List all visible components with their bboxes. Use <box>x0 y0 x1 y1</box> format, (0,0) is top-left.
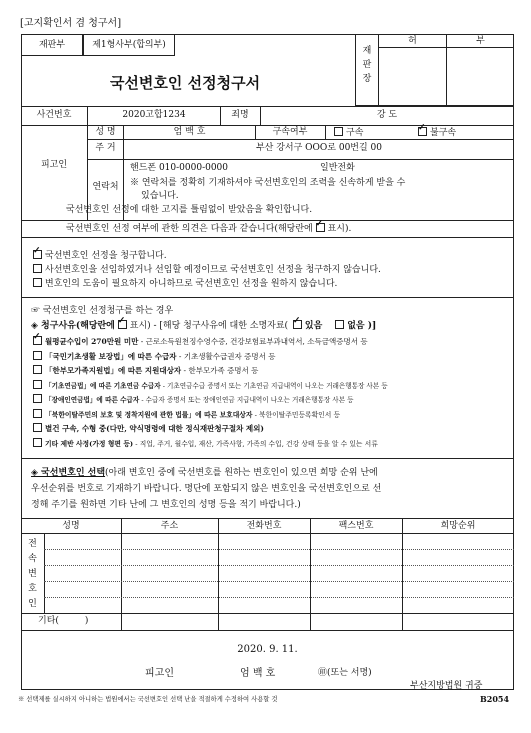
address-value: 부산 강서구 OOO로 00번길 00 <box>255 143 383 153</box>
reason-item[interactable] <box>33 351 513 366</box>
charge-value: 강 도 <box>376 110 398 120</box>
reasons-heading-check-sample <box>118 320 127 329</box>
reason-evidence: - 기초생활수급권자 증명서 등 <box>176 351 276 361</box>
evidence-has-label: 있음 <box>304 321 323 331</box>
reason-evidence: - 북한이탈주민등록확인서 등 <box>252 410 341 419</box>
evidence-none-checkbox[interactable] <box>335 320 344 329</box>
sign-date: 2020. 9. 11. <box>237 644 298 655</box>
confirm-line-2-text: 국선변호인 선정 여부에 관한 의견은 다음과 같습니다(해당란에 <box>66 224 313 234</box>
side-char: 변 <box>28 569 37 579</box>
reason-item[interactable] <box>33 438 513 453</box>
reason-checkbox[interactable] <box>33 394 42 403</box>
reason-checkbox[interactable] <box>33 409 42 418</box>
contact-label: 연락처 <box>92 182 119 192</box>
option-private-lawyer[interactable] <box>33 264 381 276</box>
reason-title: 「한부모가족지원법」에 따른 지원대상자 <box>45 366 182 375</box>
signer-label: 피고인 <box>145 668 174 679</box>
selection-heading <box>31 468 378 479</box>
reason-item[interactable] <box>33 336 513 351</box>
reason-title: 「북한이탈주민의 보호 및 정착지원에 관한 법률」에 따른 보호대상자 <box>45 410 253 419</box>
selection-heading-rest: (아래 변호인 중에 국선변호를 원하는 변호인이 있으면 희망 순위 난에 <box>105 468 378 478</box>
other-lawyer-label[interactable] <box>38 616 88 627</box>
confirm-check-sample <box>316 223 325 232</box>
form-caption: [고지확인서 겸 청구서] <box>20 18 122 29</box>
col-name: 성명 <box>62 521 80 531</box>
name-label: 성 명 <box>95 127 116 137</box>
form-code: B2054 <box>480 694 510 704</box>
reasons-heading <box>31 320 376 332</box>
court-dept-value-cell <box>83 34 175 56</box>
stamp-col-1: 허 <box>408 36 417 46</box>
confirm-line-2-tail: 표시). <box>327 224 352 234</box>
reason-item[interactable] <box>33 423 513 438</box>
evidence-has-checkbox[interactable] <box>293 320 302 329</box>
other-label-close: ) <box>84 616 89 626</box>
not-detained-option[interactable] <box>418 127 456 139</box>
selection-heading-bold: ◈ 국선변호인 선택 <box>31 468 106 478</box>
reasons-heading-bold: ◈ 청구사유(해당란에 <box>31 321 115 331</box>
address-label: 주 거 <box>95 143 116 153</box>
reason-item[interactable] <box>33 394 513 409</box>
detained-option[interactable] <box>334 127 363 139</box>
option-private-lawyer-label: 사선변호인을 선임하였거나 선임할 예정이므로 국선변호인 선정을 청구하지 않습니다. <box>45 265 381 275</box>
col-fax: 팩스번호 <box>338 521 374 531</box>
not-detained-checkbox[interactable] <box>418 127 427 136</box>
reason-title: 「장애인연금법」에 따른 수급자 <box>45 396 140 404</box>
reason-item[interactable] <box>33 409 513 424</box>
court-dept-label: 재판부 <box>38 40 66 50</box>
reason-checkbox[interactable] <box>33 438 42 447</box>
name-value: 엄 백 호 <box>173 127 206 137</box>
form-title: 국선변호인 선정청구서 <box>109 74 261 92</box>
reasons-intro: ☞ 국선변호인 선정청구를 하는 경우 <box>31 306 174 316</box>
reason-checkbox[interactable] <box>33 380 42 389</box>
detained-label: 구속 <box>346 128 364 138</box>
footer-note: ※ 선택제를 실시하지 아니하는 법원에서는 국선변호인 선택 난을 적절하게 수정하여 사용할 것 <box>18 696 278 703</box>
lawyer-side-label <box>21 537 44 612</box>
court-name: 부산지방법원 귀중 <box>410 681 483 691</box>
reason-title: 별건 구속, 수형 중(다만, 약식명령에 대한 정식재판청구절차 제외) <box>45 424 264 433</box>
reasons-list <box>33 336 513 452</box>
side-char: 인 <box>28 599 37 609</box>
col-address: 주소 <box>160 521 179 531</box>
option-no-lawyer-checkbox[interactable] <box>33 278 42 287</box>
col-phone: 전화번호 <box>246 521 282 531</box>
court-dept-label-cell <box>21 34 83 56</box>
charge-label: 죄명 <box>231 110 249 120</box>
reason-title: 「국민기초생활 보장법」에 따른 수급자 <box>45 351 177 361</box>
not-detained-label: 불구속 <box>430 128 457 138</box>
defendant-section-label: 피고인 <box>40 160 68 170</box>
reason-item[interactable] <box>33 380 513 395</box>
stamp-label <box>360 44 374 86</box>
contact-note-2: 있습니다. <box>141 191 179 201</box>
option-no-lawyer-label: 변호인의 도움이 필요하지 아니하므로 국선변호인 선정을 원하지 않습니다. <box>45 279 338 289</box>
reason-evidence: - 기초연금수급 증명서 또는 기초연금 지급내역이 나오는 거래은행통장 사본 등 <box>160 381 388 390</box>
court-dept-value: 제1형사부(합의부) <box>92 40 166 50</box>
side-char: 호 <box>28 584 37 594</box>
reason-checkbox[interactable] <box>33 336 42 345</box>
signature-seal[interactable]: ㊞(또는 서명) <box>318 668 372 678</box>
option-request[interactable] <box>33 250 167 262</box>
reason-checkbox[interactable] <box>33 351 42 360</box>
other-label-text: 기타( <box>38 616 59 626</box>
detention-label: 구속여부 <box>272 127 308 137</box>
reason-evidence: - 한부모가족 증명서 등 <box>181 366 259 375</box>
option-no-lawyer[interactable] <box>33 278 337 290</box>
reason-title: 기타 제반 사정(가정 형편 등) <box>45 439 134 448</box>
contact-note: ※ 연락처를 정확히 기재하셔야 국선변호인의 조력을 신속하게 받을 수 <box>130 178 406 188</box>
side-char: 전 <box>28 539 37 549</box>
detained-checkbox[interactable] <box>334 127 343 136</box>
option-request-checkbox[interactable] <box>33 250 42 259</box>
evidence-none-label: 없음 )] <box>347 321 377 331</box>
stamp-label-text: 재판장 <box>362 46 372 84</box>
landline-label: 일반전화 <box>320 163 355 173</box>
option-private-lawyer-checkbox[interactable] <box>33 264 42 273</box>
reason-title: 「기초연금법」에 따른 기초연금 수급자 <box>45 381 161 390</box>
reason-evidence: - 근로소득원천징수영수증, 건강보험료부과내역서, 소득금액증명서 등 <box>138 337 368 346</box>
case-no-label: 사건번호 <box>36 110 72 120</box>
mobile-value: 핸드폰 010-0000-0000 <box>130 163 229 173</box>
reason-checkbox[interactable] <box>33 423 42 432</box>
selection-line-2: 우선순위를 번호로 기재하기 바랍니다. 명단에 포함되지 않은 변호인을 국선변호인으로 선 <box>31 484 382 494</box>
selection-line-3: 정해 주기를 원하면 기타 난에 그 변호인의 성명 등을 적기 바랍니다.) <box>31 500 301 510</box>
confirm-line-2 <box>66 223 351 235</box>
reason-evidence: - 직업, 주거, 월수입, 재산, 가족사항, 가족의 수입, 건강 상태 등을 알 수 있는 서류 <box>133 439 378 448</box>
stamp-col-2: 부 <box>476 36 485 46</box>
reason-checkbox[interactable] <box>33 365 42 374</box>
reason-evidence: - 수급자 증명서 또는 장애인연금 지급내역이 나오는 거래은행통장 사본 등 <box>139 396 354 404</box>
reasons-heading-mid: 표시) - [해당 청구사유에 대한 소명자료( <box>129 321 289 331</box>
confirm-line-1: 국선변호인 선정에 대한 고지를 틀림없이 받았음을 확인합니다. <box>66 205 313 215</box>
option-request-label: 국선변호인 선정을 청구합니다. <box>45 251 167 261</box>
reason-item[interactable] <box>33 365 513 380</box>
case-no-value: 2020고합1234 <box>122 110 186 120</box>
reason-title: 월평균수입이 270만원 미만 <box>45 337 139 346</box>
signer-name: 엄 백 호 <box>240 668 276 679</box>
side-char: 속 <box>28 554 37 564</box>
col-priority: 희망순위 <box>440 521 476 531</box>
